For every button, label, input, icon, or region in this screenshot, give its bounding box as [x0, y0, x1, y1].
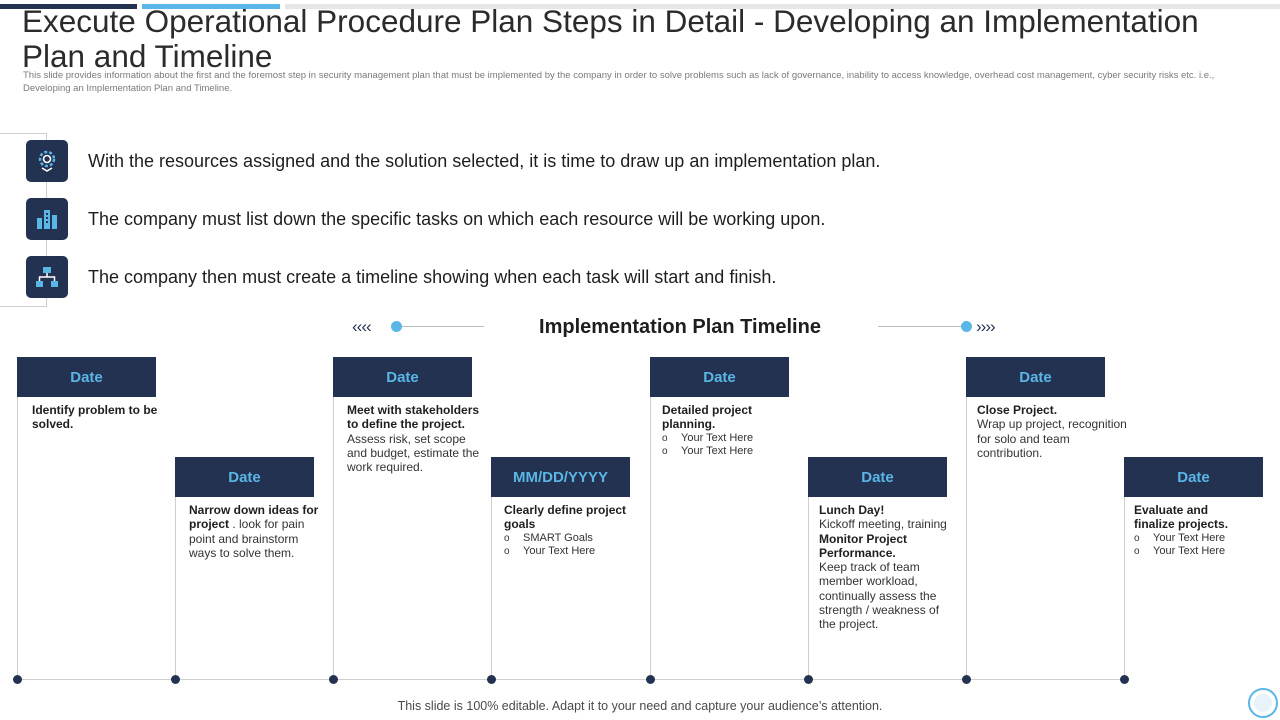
timeline-axis-dot: [804, 675, 813, 684]
step-list: [1134, 532, 1244, 559]
step-date-box: Date: [17, 357, 156, 397]
timeline-guide-line: [491, 496, 492, 679]
timeline-guide-line: [966, 396, 967, 679]
timeline-axis-dot: [962, 675, 971, 684]
step-heading: Identify problem to be solved.: [32, 403, 158, 432]
buildings-icon: [26, 198, 68, 240]
timeline-guide-line: [808, 496, 809, 679]
step-date-box: Date: [966, 357, 1105, 397]
step-heading: Clearly define project goals: [504, 503, 627, 532]
hierarchy-icon: [26, 256, 68, 298]
step-description: [819, 503, 955, 632]
timeline-guide-line: [1124, 496, 1125, 679]
timeline-axis-dot: [329, 675, 338, 684]
step-date-box: Date: [1124, 457, 1263, 497]
step-description: [662, 403, 802, 459]
step-date-box: MM/DD/YYYY: [491, 457, 630, 497]
step-text: Keep track of team member workload, continually assess the strength / weakness of the project.: [819, 560, 940, 632]
bullet-item: [26, 256, 1026, 298]
timeline-guide-line: [175, 496, 176, 679]
step-heading: Monitor Project Performance.: [819, 531, 908, 560]
timeline-axis-dot: [13, 675, 22, 684]
step-text: Kickoff meeting, training: [819, 517, 947, 532]
timeline-heading-line-right: [878, 326, 961, 327]
step-date-box: Date: [175, 457, 314, 497]
timeline-axis-dot: [171, 675, 180, 684]
bullet-text: With the resources assigned and the solution selected, it is time to draw up an implementation plan.: [88, 151, 881, 171]
bullet-item: [26, 198, 1026, 240]
step-heading: Close Project.: [977, 403, 1058, 417]
list-item: o Your Text Here: [1134, 532, 1244, 546]
step-date-box: Date: [808, 457, 947, 497]
bullet-text: The company then must create a timeline showing when each task will start and finish.: [88, 267, 777, 287]
timeline-title: Implementation Plan Timeline: [539, 316, 821, 338]
step-date-box: Date: [650, 357, 789, 397]
bullet-text: The company must list down the specific tasks on which each resource will be working upon.: [88, 209, 826, 229]
step-heading: Lunch Day!: [819, 503, 885, 517]
step-description: [1134, 503, 1244, 559]
timeline-heading-dot-right: [961, 321, 972, 332]
step-heading: Meet with stakeholders to define the project.: [347, 403, 480, 432]
timeline-axis-dot: [646, 675, 655, 684]
bullet-item: [26, 140, 1026, 182]
step-heading: Narrow down ideas for project: [189, 503, 319, 532]
step-text: . look for pain point and brainstorm ways to solve them.: [189, 517, 305, 560]
step-list: [504, 532, 644, 559]
footer-note: This slide is 100% editable. Adapt it to your need and capture your audience’s attention.: [397, 699, 883, 713]
right-chevrons-icon: ››››: [976, 317, 995, 336]
timeline-axis-dot: [1120, 675, 1129, 684]
step-date-box: Date: [333, 357, 472, 397]
gear-process-icon: [26, 140, 68, 182]
step-heading: Detailed project planning.: [662, 403, 753, 432]
step-description: [347, 403, 487, 474]
step-list: [662, 432, 802, 459]
list-item: o Your Text Here: [504, 545, 644, 559]
timeline-guide-line: [650, 396, 651, 679]
step-description: [977, 403, 1132, 460]
left-chevrons-icon: ‹‹‹‹: [352, 317, 371, 336]
page-title: Execute Operational Procedure Plan Steps in Detail - Developing an Implementation Plan and Timeline: [22, 3, 1199, 74]
timeline-guide-line: [333, 396, 334, 679]
step-text: Assess risk, set scope and budget, estimate the work required.: [347, 431, 480, 475]
step-text: Wrap up project, recognition for solo and team contribution.: [977, 417, 1127, 460]
page-subtitle: This slide provides information about the first and the foremost step in security management plan that must be implemented by the company in order to solve problems such as lack of governance, inability to access knowledge, overhead cost management, cyber security risks etc. i.e., Developing an Implementation Plan and Timeline.: [23, 70, 1215, 94]
timeline-heading-line-left: [402, 326, 484, 327]
list-item: o SMART Goals: [504, 532, 644, 546]
step-description: [189, 503, 329, 560]
list-item: o Your Text Here: [1134, 545, 1244, 559]
timeline-axis: [18, 679, 1125, 680]
step-description: [32, 403, 172, 432]
step-heading: Evaluate and finalize projects.: [1134, 503, 1229, 532]
list-item: o Your Text Here: [662, 432, 802, 446]
timeline-guide-line: [17, 396, 18, 679]
timeline-axis-dot: [487, 675, 496, 684]
list-item: o Your Text Here: [662, 445, 802, 459]
step-description: [504, 503, 644, 559]
brand-logo-icon: [1248, 688, 1278, 718]
timeline-heading-dot-left: [391, 321, 402, 332]
